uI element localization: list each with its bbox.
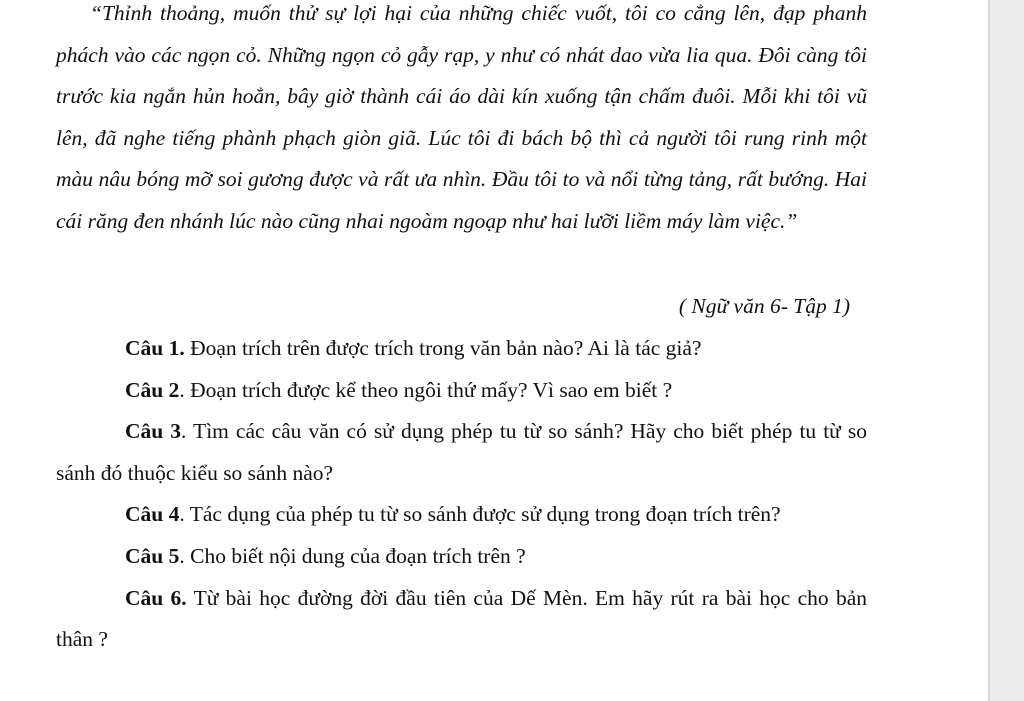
question-1-label: Câu 1. xyxy=(125,336,185,360)
question-3 xyxy=(56,411,867,494)
question-4 xyxy=(56,494,867,536)
question-3-text: . Tìm các câu văn có sử dụng phép tu từ so sánh? Hãy cho biết phép tu từ so sánh đó thuộc kiểu so sánh nào? xyxy=(56,419,867,485)
question-1-text: Đoạn trích trên được trích trong văn bản nào? Ai là tác giả? xyxy=(184,336,702,360)
right-gutter xyxy=(990,0,1024,701)
excerpt-passage xyxy=(56,0,867,243)
question-5-label: Câu 5 xyxy=(125,543,180,568)
question-3-label: Câu 3 xyxy=(125,419,182,444)
question-6 xyxy=(56,578,867,661)
question-2 xyxy=(56,370,867,412)
question-list xyxy=(56,328,867,661)
question-4-text: . Tác dụng của phép tu từ so sánh được sử dụng trong đoạn trích trên? xyxy=(179,502,781,527)
question-2-label: Câu 2 xyxy=(125,377,180,402)
question-2-text: . Đoạn trích được kể theo ngôi thứ mấy? Vì sao em biết ? xyxy=(179,377,673,402)
question-6-label: Câu 6. xyxy=(125,585,187,610)
question-6-text: Từ bài học đường đời đầu tiên của Dế Mèn. Em hãy rút ra bài học cho bản thân ? xyxy=(56,585,868,652)
question-5 xyxy=(56,536,867,578)
question-1 xyxy=(56,328,867,370)
question-5-text: . Cho biết nội dung của đoạn trích trên ? xyxy=(179,543,526,568)
excerpt-paragraph: “Thỉnh thoảng, muốn thử sự lợi hại của những chiếc vuốt, tôi co cẳng lên, đạp phanh phách vào các ngọn cỏ. Những ngọn cỏ gẫy rạp, y như có nhát dao vừa lia qua. Đôi càng tôi trước kia ngắn hủn hoẳn, bây giờ thành cái áo dài kín xuống tận chấm đuôi. Mỗi khi tôi vũ lên, đã nghe tiếng phành phạch giòn giã. Lúc tôi đi bách bộ thì cả người tôi rung rinh một màu nâu bóng mỡ soi gương được và rất ưa nhìn. Đầu tôi to và nổi từng tảng, rất bướng. Hai cái răng đen nhánh lúc nào cũng nhai ngoàm ngoạp như hai lưỡi liềm máy làm việc.” xyxy=(56,1,867,233)
question-4-label: Câu 4 xyxy=(125,502,180,527)
excerpt-source: ( Ngữ văn 6- Tập 1) xyxy=(678,294,850,318)
